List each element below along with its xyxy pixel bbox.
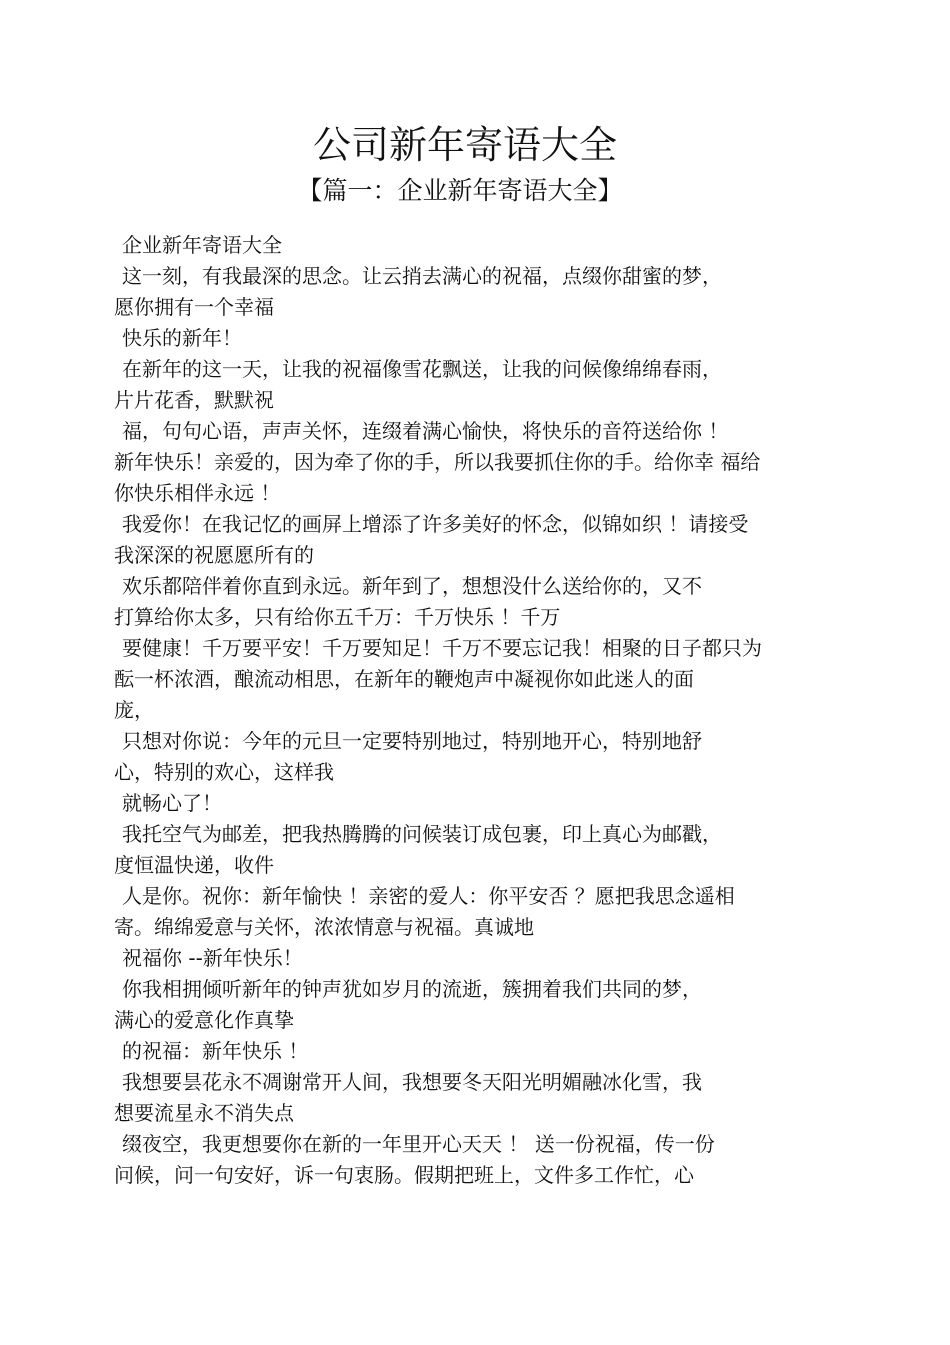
- paragraph-line: 想要流星永不消失点: [114, 1101, 294, 1125]
- section-heading: 【篇一：企业新年寄语大全】: [297, 176, 623, 205]
- paragraph-line: 我托空气为邮差，把我热腾腾的问候装订成包裹，印上真心为邮戳，: [122, 822, 722, 846]
- paragraph-line: 这一刻，有我最深的思念。让云捎去满心的祝福，点缀你甜蜜的梦，: [122, 264, 722, 288]
- paragraph-line: 新年快乐！亲爱的，因为牵了你的手，所以我要抓住你的手。给你幸 福给: [114, 450, 761, 474]
- paragraph-line: 企业新年寄语大全: [122, 233, 282, 257]
- paragraph-line: 度恒温快递，收件: [114, 853, 274, 877]
- paragraph-line: 你快乐相伴永远 ！: [114, 481, 281, 505]
- paragraph-line: 福，句句心语，声声关怀，连缀着满心愉快，将快乐的音符送给你 ！: [122, 419, 729, 443]
- paragraph-line: 快乐的新年！: [122, 326, 242, 350]
- paragraph-line: 心，特别的欢心，这样我: [114, 760, 334, 784]
- paragraph-line: 愿你拥有一个幸福: [114, 295, 274, 319]
- paragraph-line: 要健康！千万要平安！千万要知足！千万不要忘记我！相聚的日子都只为: [122, 636, 762, 660]
- document-title: 公司新年寄语大全: [312, 123, 617, 167]
- paragraph-line: 问候，问一句安好，诉一句衷肠。假期把班上，文件多工作忙，心: [114, 1163, 694, 1187]
- paragraph-line: 我想要昙花永不凋谢常开人间，我想要冬天阳光明媚融冰化雪，我: [122, 1070, 702, 1094]
- paragraph-line: 我深深的祝愿愿所有的: [114, 543, 314, 567]
- paragraph-line: 我爱你！在我记忆的画屏上增添了许多美好的怀念，似锦如织 ！请接受: [122, 512, 749, 536]
- paragraph-line: 缀夜空，我更想要你在新的一年里开心天天 ！ 送一份祝福，传一份: [122, 1132, 715, 1156]
- paragraph-line: 在新年的这一天，让我的祝福像雪花飘送，让我的问候像绵绵春雨，: [122, 357, 722, 381]
- paragraph-line: 片片花香，默默祝: [114, 388, 274, 412]
- paragraph-line: 只想对你说：今年的元旦一定要特别地过，特别地开心，特别地舒: [122, 729, 702, 753]
- paragraph-line: 庞，: [114, 698, 154, 722]
- paragraph-line: 打算给你太多，只有给你五千万：千万快乐 ！千万: [114, 605, 561, 629]
- paragraph-line: 祝福你 --新年快乐！: [122, 946, 303, 970]
- paragraph-line: 就畅心了！: [122, 791, 222, 815]
- body-text: [114, 230, 844, 1191]
- paragraph-line: 人是你。祝你：新年愉快 ！亲密的爱人：你平安否 ？愿把我思念遥相: [122, 884, 735, 908]
- paragraph-line: 欢乐都陪伴着你直到永远。新年到了，想想没什么送给你的，又不: [122, 574, 702, 598]
- paragraph-line: 的祝福：新年快乐 ！: [122, 1039, 309, 1063]
- paragraph-line: 满心的爱意化作真挚: [114, 1008, 294, 1032]
- paragraph-line: 你我相拥倾听新年的钟声犹如岁月的流逝，簇拥着我们共同的梦，: [122, 977, 702, 1001]
- paragraph-line: 寄。绵绵爱意与关怀，浓浓情意与祝福。真诚地: [114, 915, 534, 939]
- paragraph-line: 酝一杯浓酒，酿流动相思，在新年的鞭炮声中凝视你如此迷人的面: [114, 667, 694, 691]
